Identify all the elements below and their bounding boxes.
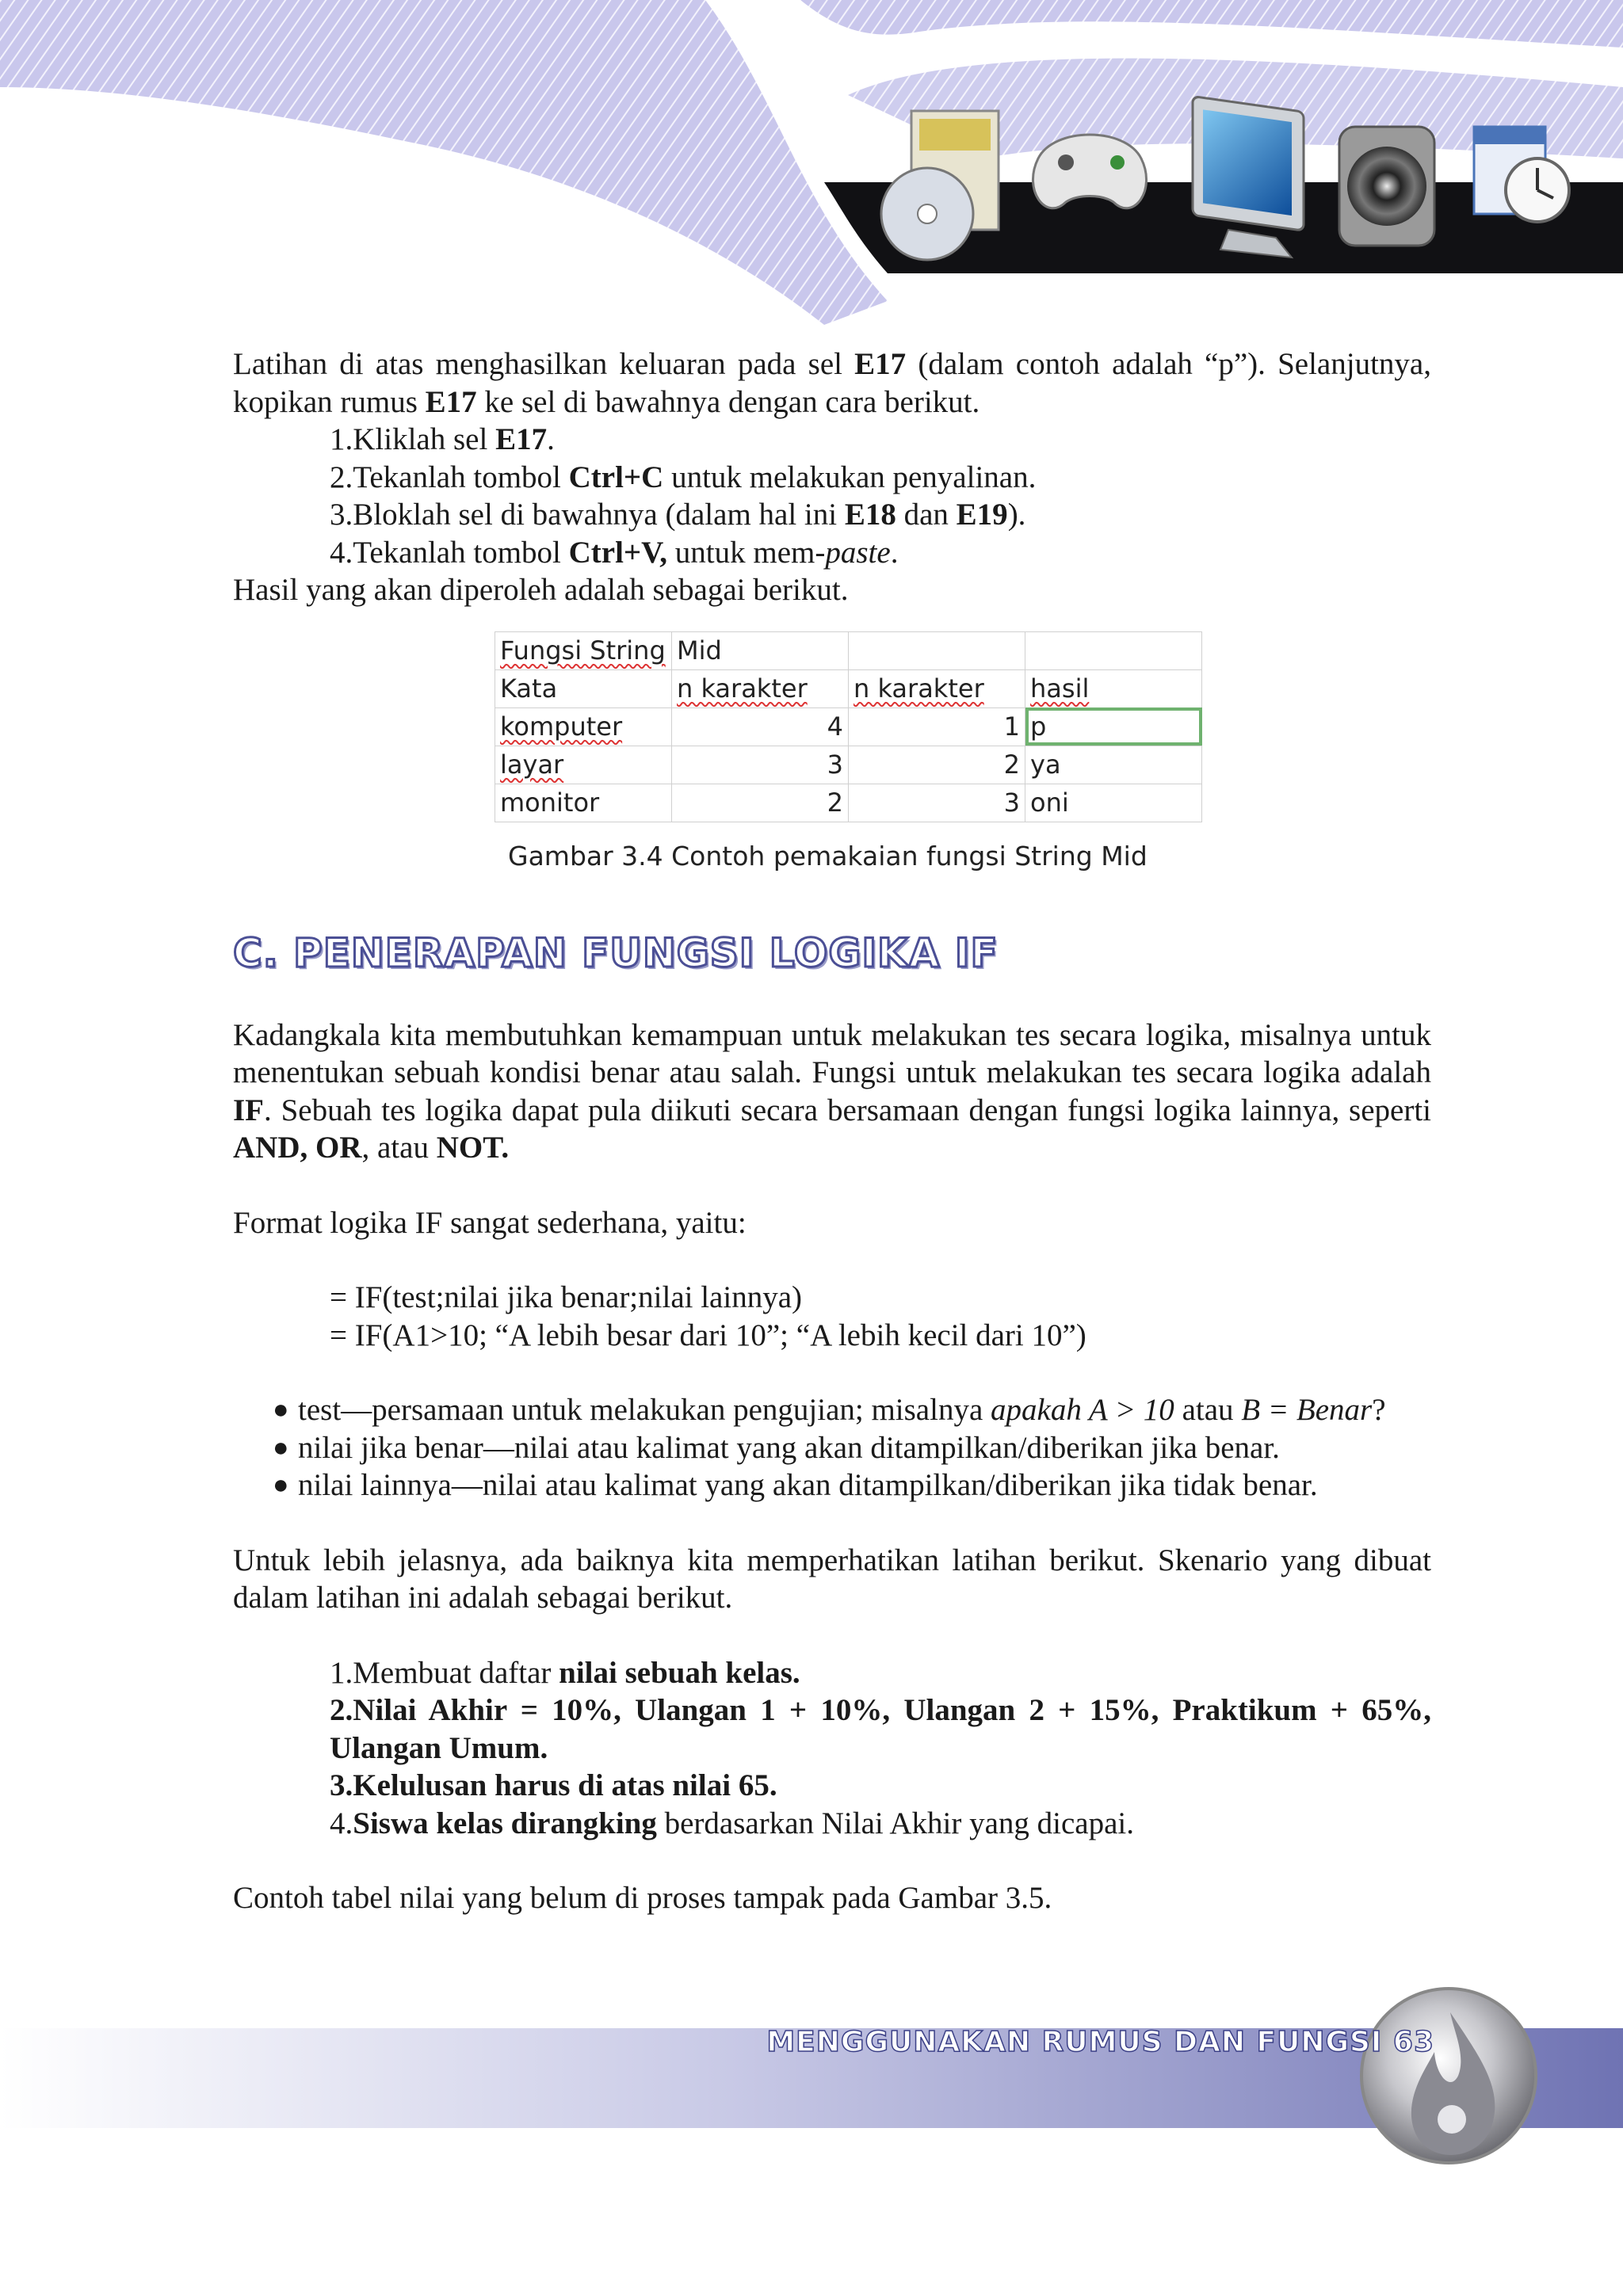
copy-steps-list [233, 421, 1431, 571]
table-cell: hasil [1025, 669, 1202, 707]
list-item: 3.Bloklah sel di bawahnya (dalam hal ini E18 dan E19). [330, 498, 1026, 532]
list-item: 1.Membuat daftar nilai sebuah kelas. [330, 1655, 800, 1690]
footer-band [0, 1981, 1623, 2234]
table-cell: n karakter [672, 669, 849, 707]
table-cell: 4 [672, 707, 849, 746]
table-cell: Kata [495, 669, 672, 707]
list-item: ● test—persamaan untuk melakukan pengujian; misalnya apakah A > 10 atau B = Benar? [273, 1393, 1386, 1427]
table-row [495, 631, 1202, 669]
speaker-icon [1339, 127, 1434, 246]
selected-cell: p [1025, 707, 1202, 746]
header-banner [0, 0, 1623, 349]
paragraph-result: Hasil yang akan diperoleh adalah sebagai berikut. [233, 573, 849, 607]
table-cell: n karakter [849, 669, 1025, 707]
table-row [495, 669, 1202, 707]
paragraph-table-example: Contoh tabel nilai yang belum di proses tampak pada Gambar 3.5. [233, 1881, 1052, 1915]
formula-block [233, 1279, 1431, 1354]
list-item: 4.Siswa kelas dirangking berdasarkan Nilai Akhir yang dicapai. [330, 1806, 1134, 1840]
game-controller-icon [1033, 135, 1146, 208]
section-heading: C. PENERAPAN FUNGSI LOGIKA IF [233, 929, 999, 976]
disc-logo-icon [1361, 1989, 1536, 2163]
list-item: 2.Tekanlah tombol Ctrl+C untuk melakukan penyalinan. [330, 460, 1037, 494]
bullet-list [233, 1391, 1431, 1505]
footer-title: MENGGUNAKAN RUMUS DAN FUNGSI 63 [766, 2026, 1434, 2058]
table-cell [1025, 631, 1202, 669]
list-item: 4.Tekanlah tombol Ctrl+V, untuk mem-paste. [330, 535, 899, 570]
paragraph-if-intro: Kadangkala kita membutuhkan kemampuan untuk melakukan tes secara logika, misalnya untuk menentukan sebuah kondisi benar atau salah. Fungsi untuk melakukan tes secara logika adalah IF. Sebuah tes logika dapat pula diikuti secara bersamaan dengan fungsi logika lainnya, seperti AND, OR, atau NOT. [233, 1017, 1431, 1165]
table-row [495, 784, 1202, 822]
page-content [233, 345, 1431, 1917]
table-cell: 3 [849, 784, 1025, 822]
page-number: 63 [1392, 2026, 1434, 2058]
table-cell: 2 [849, 746, 1025, 784]
list-item: ● nilai lainnya—nilai atau kalimat yang akan ditampilkan/diberikan jika tidak benar. [273, 1468, 1318, 1502]
table-row [495, 707, 1202, 746]
paragraph-scenario: Untuk lebih jelasnya, ada baiknya kita memperhatikan latihan berikut. Skenario yang dibuat dalam latihan ini adalah sebagai berikut. [233, 1543, 1431, 1615]
formula-example: = IF(A1>10; “A lebih besar dari 10”; “A lebih kecil dari 10”) [330, 1318, 1086, 1352]
table-cell [849, 631, 1025, 669]
table-cell: Fungsi String [495, 631, 672, 669]
table-cell: oni [1025, 784, 1202, 822]
list-item: 2.Nilai Akhir = 10%, Ulangan 1 + 10%, Ulangan 2 + 15%, Praktikum + 65%, Ulangan Umum. [330, 1693, 1431, 1765]
scenario-steps-list [233, 1654, 1431, 1843]
table-cell: 3 [672, 746, 849, 784]
table-cell: 1 [849, 707, 1025, 746]
list-item: ● nilai jika benar—nilai atau kalimat yang akan ditampilkan/diberikan jika benar. [273, 1430, 1280, 1465]
list-item: 3.Kelulusan harus di atas nilai 65. [330, 1768, 777, 1802]
table-cell: 2 [672, 784, 849, 822]
table-cell: Mid [672, 631, 849, 669]
spreadsheet-table [495, 631, 1202, 822]
table-cell: ya [1025, 746, 1202, 784]
table-cell: layar [495, 746, 672, 784]
formula-syntax: = IF(test;nilai jika benar;nilai lainnya) [330, 1280, 802, 1314]
table-row [495, 746, 1202, 784]
figure-string-mid [233, 631, 1431, 869]
table-cell: monitor [495, 784, 672, 822]
list-item: 1.Kliklah sel E17. [330, 422, 555, 456]
figure-caption: Gambar 3.4 Contoh pemakaian fungsi String Mid [508, 840, 1148, 871]
paragraph-format: Format logika IF sangat sederhana, yaitu: [233, 1205, 747, 1240]
paragraph-intro: Latihan di atas menghasilkan keluaran pada sel E17 (dalam contoh adalah “p”). Selanjutnya, kopikan rumus E17 ke sel di bawahnya dengan cara berikut. [233, 347, 1431, 419]
table-cell: komputer [495, 707, 672, 746]
